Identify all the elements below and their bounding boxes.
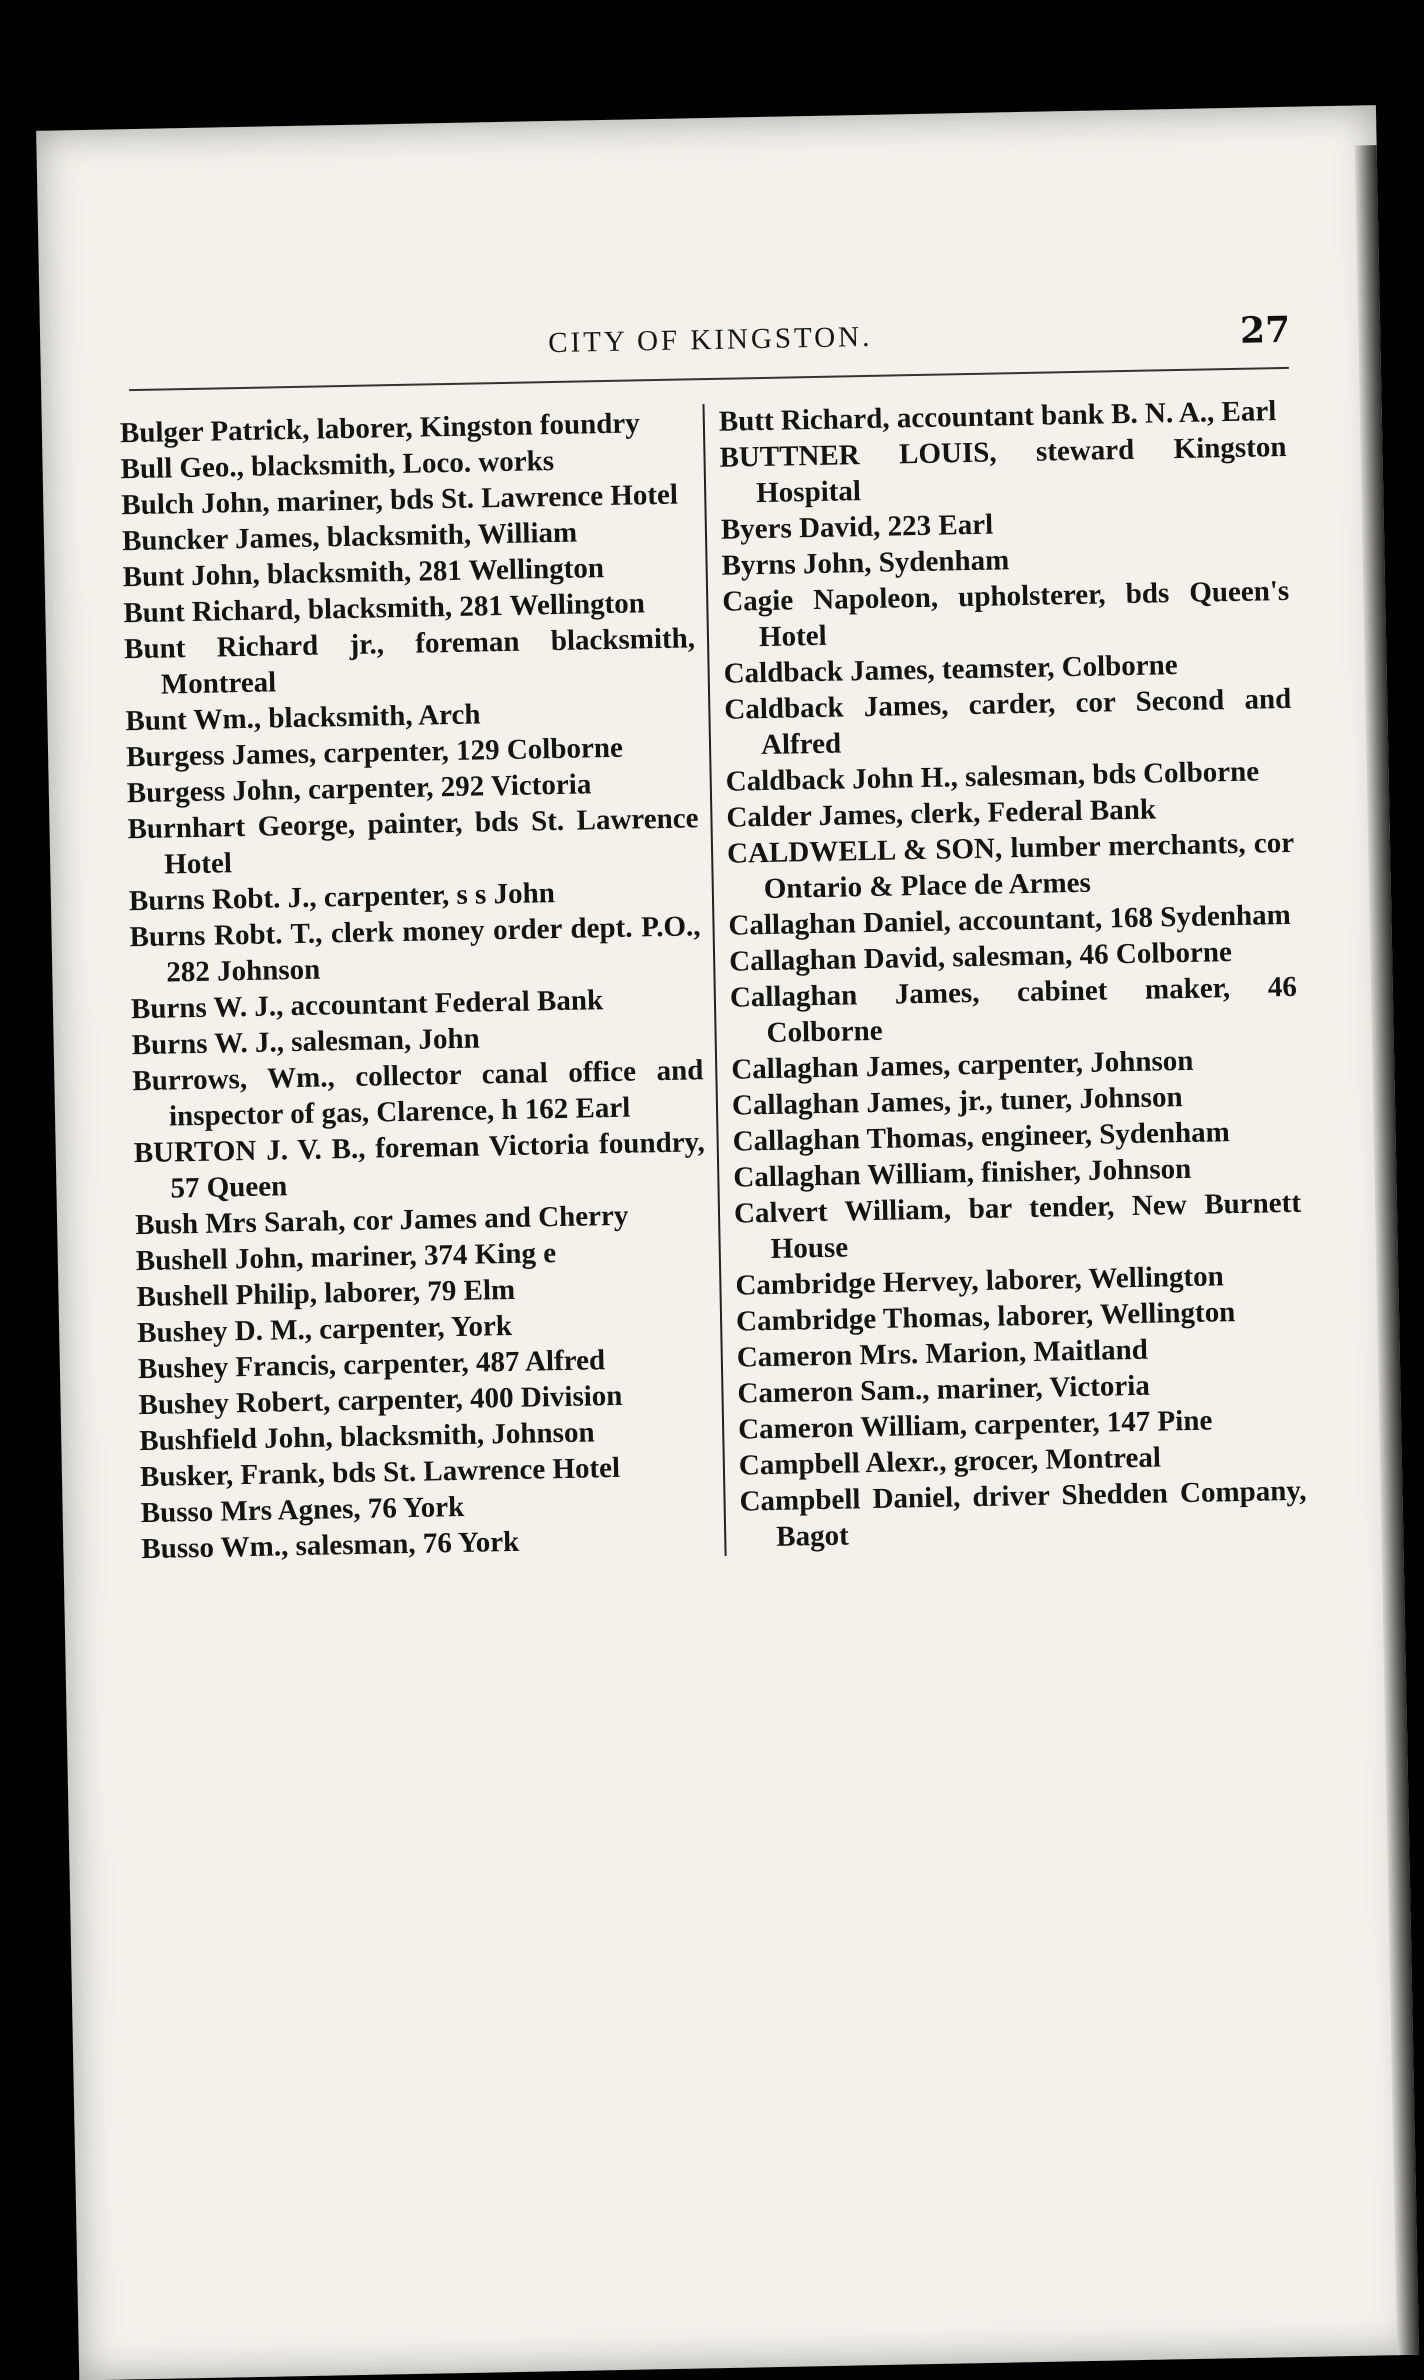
- directory-entry: Cameron Sam., mariner, Victoria: [737, 1369, 1151, 1410]
- directory-entry: Busso Mrs Agnes, 76 York: [140, 1490, 465, 1530]
- directory-entry: Bushell Philip, laborer, 79 Elm: [136, 1273, 516, 1314]
- directory-entry: Bunt Richard jr., foreman blacksmith, Montreal: [123, 622, 696, 701]
- directory-entry: Bulger Patrick, laborer, Kingston foundry: [119, 407, 641, 450]
- directory-entry: Bushey Francis, carpenter, 487 Alfred: [137, 1344, 606, 1386]
- directory-entry: Bushell John, mariner, 374 King e: [135, 1237, 557, 1278]
- directory-entry: Bunt Richard, blacksmith, 281 Wellington: [123, 587, 646, 630]
- directory-entry: Callaghan Thomas, engineer, Sydenham: [732, 1116, 1231, 1158]
- directory-entry: Caldback James, carder, cor Second and Alfred: [724, 682, 1292, 762]
- directory-entry: Bushfield John, blacksmith, Johnson: [138, 1416, 595, 1458]
- directory-page: [36, 105, 1419, 2380]
- directory-entry: Burns W. J., accountant Federal Bank: [130, 984, 604, 1026]
- directory-entry: Campbell Alexr., grocer, Montreal: [738, 1441, 1162, 1482]
- directory-entry: Callaghan William, finisher, Johnson: [733, 1152, 1192, 1194]
- directory-entry: Burns Robt. T., clerk money order dept. P.O., 282 Johnson: [129, 910, 701, 989]
- directory-entry: Burgess James, carpenter, 129 Colborne: [125, 731, 624, 774]
- right-column: [702, 393, 1307, 1556]
- directory-entry: Cameron William, carpenter, 147 Pine: [737, 1404, 1213, 1446]
- page-title: CITY OF KINGSTON.: [547, 320, 873, 360]
- directory-entry: Busso Wm., salesman, 76 York: [141, 1525, 520, 1566]
- directory-columns: [120, 393, 1308, 1567]
- left-column: [120, 404, 725, 1567]
- directory-entry: Cameron Mrs. Marion, Maitland: [736, 1333, 1149, 1374]
- directory-entry: Callaghan Daniel, accountant, 168 Sydenham: [728, 898, 1292, 942]
- directory-entry: Bunt Wm., blacksmith, Arch: [125, 698, 481, 738]
- directory-entry: Burgess John, carpenter, 292 Victoria: [126, 768, 592, 810]
- directory-entry: Buncker James, blacksmith, William: [121, 516, 578, 558]
- directory-entry: Busker, Frank, bds St. Lawrence Hotel: [139, 1451, 621, 1494]
- directory-entry: Caldback James, teamster, Colborne: [723, 649, 1178, 690]
- directory-entry: Butt Richard, accountant bank B. N. A., Earl: [718, 395, 1277, 438]
- directory-entry: Callaghan David, salesman, 46 Colborne: [728, 936, 1233, 978]
- directory-entry: Burns Robt. J., carpenter, s s John: [128, 877, 556, 918]
- directory-entry: Callaghan James, cabinet maker, 46 Colborne: [729, 970, 1298, 1050]
- directory-entry: Byrns John, Sydenham: [721, 544, 1010, 582]
- directory-entry: CALDWELL & SON, lumber merchants, cor Ontario & Place de Armes: [726, 826, 1295, 906]
- directory-entry: Calder James, clerk, Federal Bank: [726, 793, 1157, 834]
- directory-entry: BUTTNER LOUIS, steward Kingston Hospital: [719, 430, 1287, 510]
- directory-entry: Burns W. J., salesman, John: [131, 1022, 481, 1062]
- directory-entry: Caldback John H., salesman, bds Colborne: [725, 755, 1260, 798]
- directory-entry: Cambridge Hervey, laborer, Wellington: [735, 1260, 1225, 1302]
- directory-entry: Bushey D. M., carpenter, York: [136, 1309, 513, 1350]
- directory-entry: Byers David, 223 Earl: [720, 508, 994, 546]
- page-number: 27: [1239, 308, 1291, 352]
- directory-entry: Bush Mrs Sarah, cor James and Cherry: [134, 1199, 629, 1242]
- directory-entry: Burrows, Wm., collector canal office and inspector of gas, Clarence, h 162 Earl: [132, 1054, 704, 1133]
- directory-entry: Campbell Daniel, driver Shedden Company, Bagot: [739, 1474, 1307, 1553]
- directory-entry: Cagie Napoleon, upholsterer, bds Queen's Hotel: [721, 574, 1290, 654]
- directory-entry: Bull Geo., blacksmith, Loco. works: [120, 444, 555, 486]
- directory-entry: Cambridge Thomas, laborer, Wellington: [735, 1296, 1236, 1338]
- directory-entry: Calvert William, bar tender, New Burnett House: [733, 1186, 1302, 1265]
- directory-entry: Callaghan James, jr., tuner, Johnson: [731, 1081, 1183, 1122]
- directory-entry: Bushey Robert, carpenter, 400 Division: [138, 1379, 623, 1422]
- directory-entry: BURTON J. V. B., foreman Victoria foundry, 57 Queen: [133, 1126, 705, 1205]
- directory-entry: Burnhart George, painter, bds St. Lawrence Hotel: [127, 802, 699, 881]
- directory-entry: Callaghan James, carpenter, Johnson: [730, 1044, 1194, 1086]
- running-head: [130, 308, 1291, 385]
- directory-entry: Bunt John, blacksmith, 281 Wellington: [122, 552, 605, 594]
- directory-entry: Bulch John, mariner, bds St. Lawrence Hotel: [121, 478, 679, 522]
- page-edge: [1355, 145, 1419, 2355]
